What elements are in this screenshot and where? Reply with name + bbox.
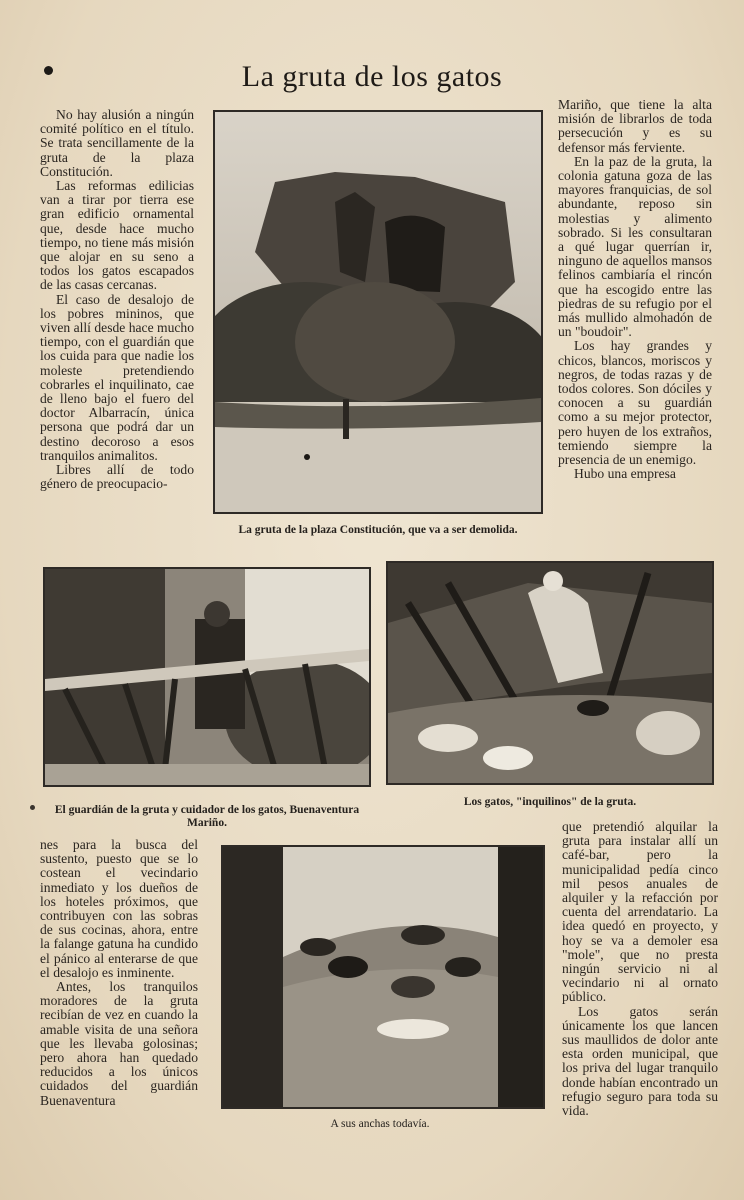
- paragraph: En la paz de la gruta, la colonia gatuna goza de las mayores franquicias, de sol abundante, reposo sin molestias y alimento sobrado. Si les consultaran a qué lugar querrían ir, ninguno de aquellos mansos felinos cambiaría el rincón que ha escogido entre las piedras de su refugio por el más mullido almohadón de un "boudoir".: [558, 153, 712, 340]
- paragraph: Antes, los tranquilos moradores de la gruta recibían de vez en cuando la amable visita de una señora que les llevaba golosinas; pero ahora han quedado reducidos a los únicos cuidados del guardián Buenaventura: [40, 979, 198, 1108]
- paragraph: Mariño, que tiene la alta misión de librarlos de toda persecución y es su defensor más ferviente.: [558, 98, 712, 155]
- paragraph: Libres allí de todo género de preocupacio-: [40, 462, 194, 492]
- caption-at-ease: A sus anchas todavía.: [330, 1118, 430, 1130]
- column-right-top: [558, 98, 712, 550]
- column-left-top: [40, 108, 194, 554]
- column-left-bottom: [40, 838, 198, 1138]
- caption-guardian: El guardián de la gruta y cuidador de los gatos, Buenaventura Mariño.: [54, 804, 360, 829]
- paragraph: que pretendió alquilar la gruta para instalar allí un café-bar, pero la municipalidad pedía cinco mil pesos anuales de alquiler y la refacción por cuenta del arrendatario. La idea quedó en proyecto, y hoy se va a demoler esa "mole", que no presta ningún servicio ni al vecindario ni al ornato público.: [562, 820, 718, 1005]
- paragraph: Los hay grandes y chicos, blancos, moriscos y negros, de todas razas y de todos colores. Son dóciles y conocen a su guardián como a su mejor protector, pero huyen de los extraños, temiendo siempre la presencia de un enemigo.: [558, 338, 712, 468]
- caption-grotto: La gruta de la plaza Constitución, que va a ser demolida.: [238, 524, 518, 536]
- caption-cats-tenants: Los gatos, "inquilinos" de la gruta.: [463, 796, 637, 808]
- paragraph: Hubo una empresa: [574, 466, 676, 482]
- margin-mark: [30, 805, 35, 810]
- photo-grotto: [213, 110, 543, 514]
- photo-cats-tenants: [386, 561, 714, 785]
- paragraph: nes para la busca del sustento, puesto que se lo costean el vecindario inmediato y los dueños de los hoteles próximos, que contribuyen con las sobras de sus cocinas, ahora, entre la falange gatuna ha cundido el pánico al enterarse de que el desalojo es inminente.: [40, 838, 198, 980]
- paragraph: El caso de desalojo de los pobres mininos, que viven allí desde hace mucho tiempo, con el guardián que los cuida para que nadie los moleste pretendiendo cobrarles el inquilinato, cae de lleno bajo el fuero del doctor Albarracín, única persona que podrá dar un destino decoroso a esos tranquilos animalitos.: [40, 291, 194, 463]
- paragraph: Las reformas edilicias van a tirar por tierra ese gran edificio ornamental que, desde hace mucho tiempo, no tiene más misión que alojar en su seno a todos los gatos escapados de las casas cercanas.: [40, 178, 194, 293]
- paragraph: Los gatos serán únicamente los que lancen sus maullidos de dolor ante esta orden municipal, que los priva del lugar tranquilo donde habían encontrado un refugio seguro para toda su vida.: [562, 1003, 718, 1119]
- paragraph: No hay alusión a ningún comité político en el título. Se trata sencillamente de la gruta de la plaza Constitución.: [40, 108, 194, 179]
- photo-at-ease: [221, 845, 545, 1109]
- column-right-bottom: [562, 820, 718, 1136]
- article-title: La gruta de los gatos: [241, 60, 503, 93]
- photo-guardian: [43, 567, 371, 787]
